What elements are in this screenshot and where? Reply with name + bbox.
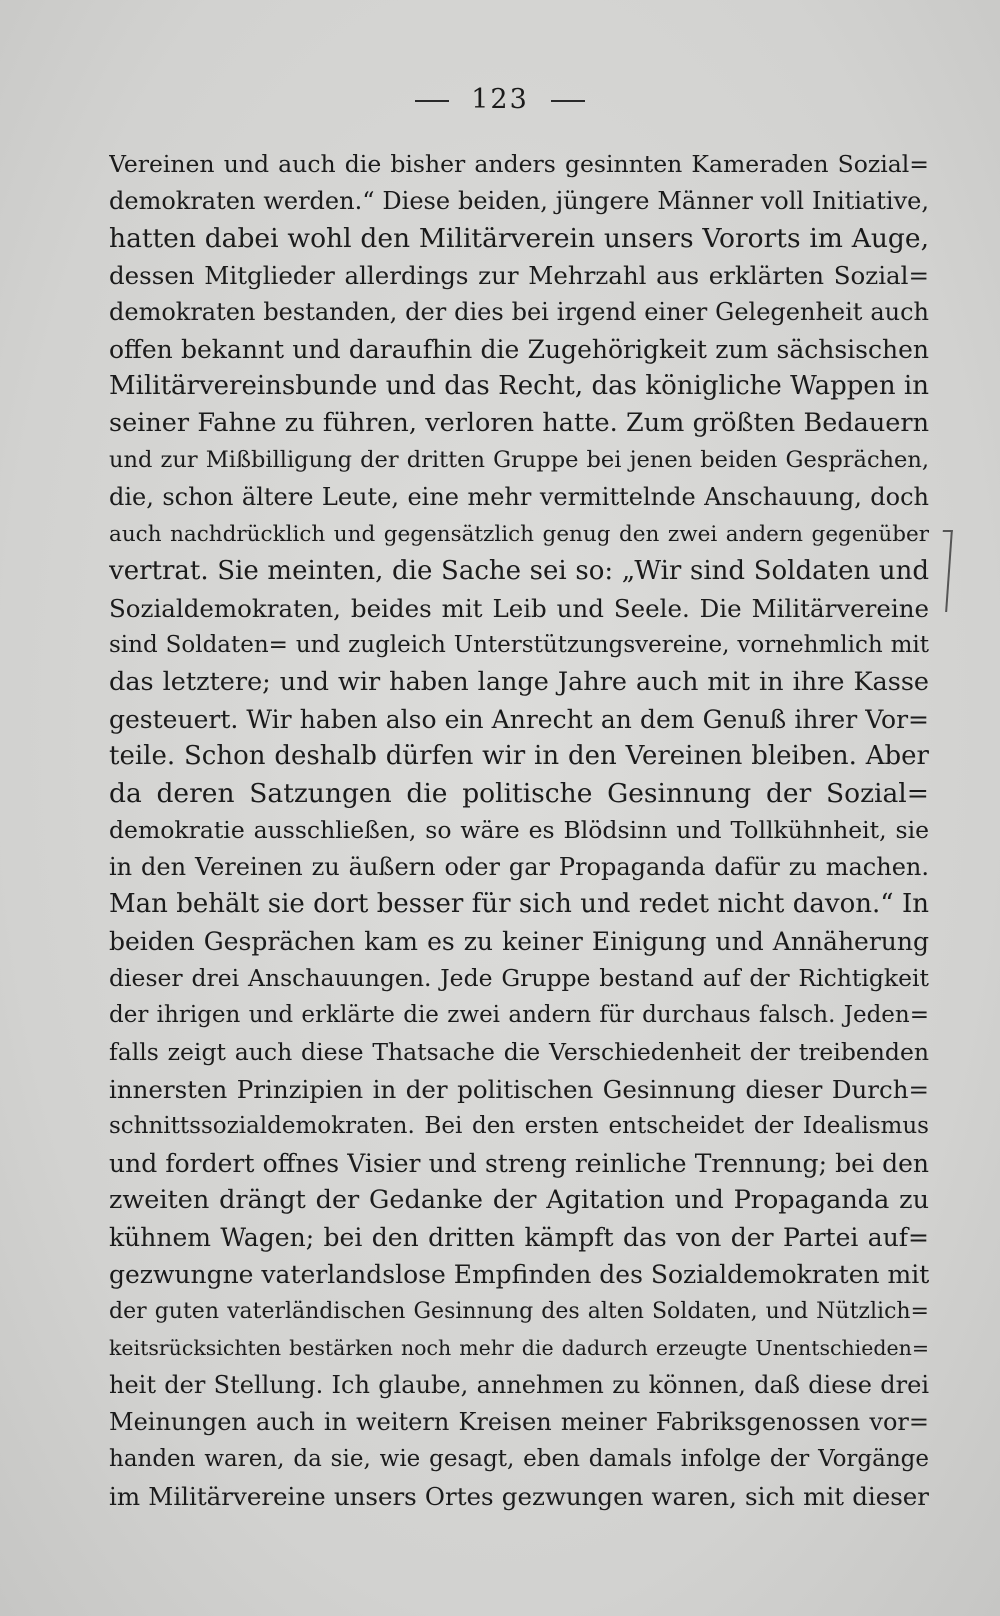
text-line: demokraten werden.“ Diese beiden, jüngere Männer voll Initiative, [109, 187, 929, 215]
text-line: heit der Stellung. Ich glaube, annehmen zu können, daß diese drei [109, 1371, 929, 1399]
text-line: auch nachdrücklich und gegensätzlich genug den zwei andern gegenüber [109, 522, 929, 547]
text-line: teile. Schon deshalb dürfen wir in den Vereinen bleiben. Aber [109, 741, 929, 771]
text-line: Militärvereinsbunde und das Recht, das königliche Wappen in [109, 371, 929, 401]
header-dash-right [551, 100, 585, 102]
page-header [0, 84, 1000, 115]
text-line: falls zeigt auch diese Thatsache die Verschiedenheit der treibenden [109, 1038, 929, 1066]
text-line: seiner Fahne zu führen, verloren hatte. Zum größten Bedauern [109, 408, 929, 438]
text-line: das letztere; und wir haben lange Jahre auch mit in ihre Kasse [109, 667, 929, 697]
text-line: in den Vereinen zu äußern oder gar Propaganda dafür zu machen. [109, 853, 929, 881]
page-number: 123 [471, 84, 529, 115]
text-line: schnittssozialdemokraten. Bei den ersten entscheidet der Idealismus [109, 1113, 929, 1139]
text-line: offen bekannt und daraufhin die Zugehörigkeit zum sächsischen [109, 335, 929, 364]
text-line: beiden Gesprächen kam es zu keiner Einigung und Annäherung [109, 927, 929, 956]
text-line: zweiten drängt der Gedanke der Agitation und Propaganda zu [109, 1185, 929, 1215]
text-line: Man behält sie dort besser für sich und redet nicht davon.“ In [109, 889, 929, 919]
header-dash-left [415, 100, 449, 102]
text-line: Vereinen und auch die bisher anders gesinnten Kameraden Sozial= [109, 150, 929, 178]
text-line: dessen Mitglieder allerdings zur Mehrzahl aus erklärten Sozial= [109, 261, 929, 290]
text-line: und fordert offnes Visier und streng reinliche Trennung; bei den [109, 1149, 929, 1178]
text-line: gezwungne vaterlandslose Empfinden des Sozialdemokraten mit [109, 1260, 929, 1289]
text-line: da deren Satzungen die politische Gesinnung der Sozial= [109, 778, 929, 809]
text-line: demokraten bestanden, der dies bei irgend einer Gelegenheit auch [109, 298, 929, 326]
text-line: innersten Prinzipien in der politischen Gesinnung dieser Durch= [109, 1075, 929, 1104]
text-line: der guten vaterländischen Gesinnung des alten Soldaten, und Nützlich= [109, 1299, 929, 1324]
text-line: Sozialdemokraten, beides mit Leib und Seele. Die Militärvereine [109, 594, 929, 623]
text-line: der ihrigen und erklärte die zwei andern für durchaus falsch. Jeden= [109, 1002, 929, 1028]
text-line: dieser drei Anschauungen. Jede Gruppe bestand auf der Richtigkeit [109, 964, 929, 992]
body-text [109, 146, 929, 1515]
margin-bracket-mark [937, 530, 953, 612]
text-line: handen waren, da sie, wie gesagt, eben damals infolge der Vorgänge [109, 1446, 929, 1472]
text-line: im Militärvereine unsers Ortes gezwungen waren, sich mit dieser [109, 1482, 929, 1511]
text-line: keitsrücksichten bestärken noch mehr die dadurch erzeugte Unentschieden= [109, 1336, 929, 1360]
text-line: und zur Mißbilligung der dritten Gruppe bei jenen beiden Gesprächen, [109, 447, 929, 473]
text-line: demokratie ausschließen, so wäre es Blödsinn und Tollkühnheit, sie [109, 816, 929, 844]
text-line: sind Soldaten= und zugleich Unterstützungsvereine, vornehmlich mit [109, 632, 929, 658]
text-line: gesteuert. Wir haben also ein Anrecht an dem Genuß ihrer Vor= [109, 705, 929, 734]
text-line: hatten dabei wohl den Militärverein unsers Vororts im Auge, [109, 223, 929, 254]
text-line: kühnem Wagen; bei den dritten kämpft das von der Partei auf= [109, 1223, 929, 1252]
text-line: Meinungen auch in weitern Kreisen meiner Fabriksgenossen vor= [109, 1408, 929, 1436]
text-line: die, schon ältere Leute, eine mehr vermittelnde Anschauung, doch [109, 483, 929, 511]
text-line: vertrat. Sie meinten, die Sache sei so: „Wir sind Soldaten und [109, 556, 929, 586]
